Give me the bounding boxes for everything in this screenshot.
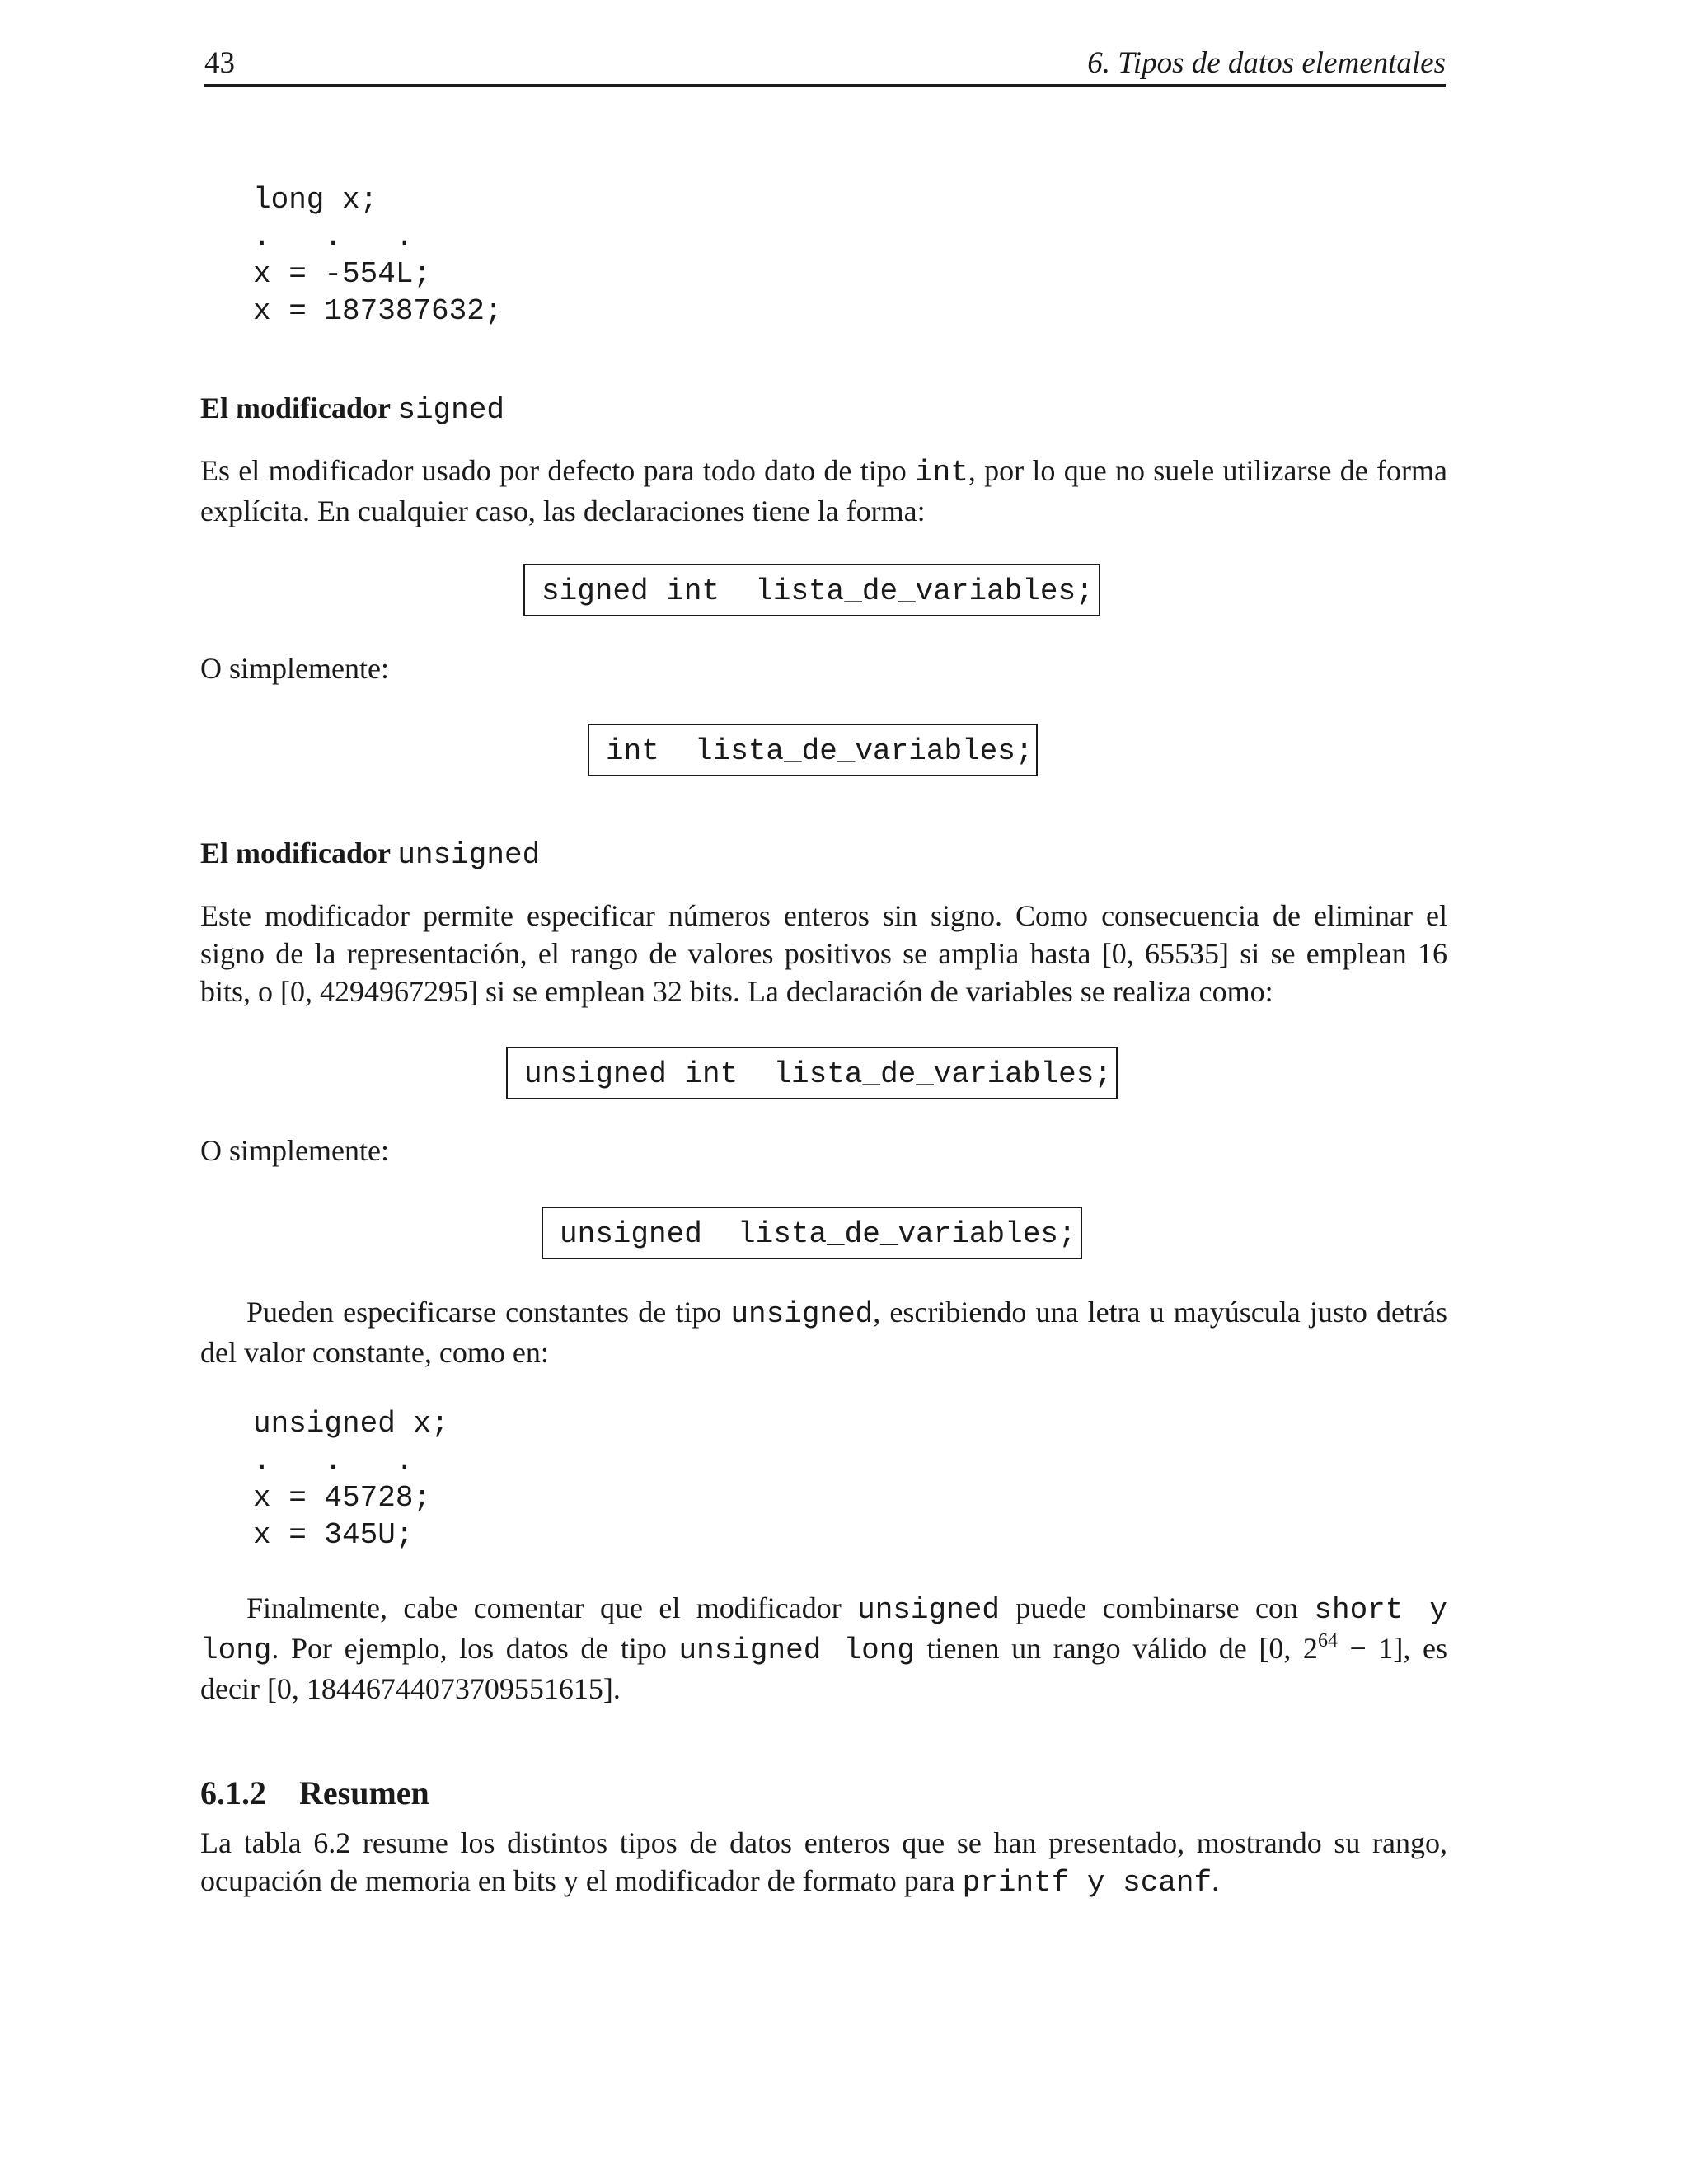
code-block-long [253,181,502,330]
text-run: . Por ejemplo, los datos de tipo [271,1632,679,1665]
header-rule [204,84,1446,87]
or-simply-label: O simplemente: [200,652,389,685]
paragraph-line [200,1293,1447,1333]
subheading-text: El modificador [200,391,391,424]
section-title: Resumen [299,1774,429,1811]
inline-code: long [200,1633,272,1667]
subheading-unsigned [200,836,540,872]
code-line: . . . [253,220,414,254]
paragraph-line: bits, o [0, 4294967295] si se emplean 32 bits. La declaración de variables se realiza como: [200,975,1273,1008]
paragraph-line [200,452,1447,492]
code-line: unsigned x; [253,1407,449,1441]
subheading-text: El modificador [200,837,391,869]
int-declaration-box: int lista_de_variables; [588,724,1038,776]
inline-code: unsigned long [678,1633,915,1667]
text-run: tienen un rango válido de [0, 2 [914,1632,1318,1665]
inline-code: int [915,456,968,490]
code-line: x = -554L; [253,257,432,291]
superscript: 64 [1317,1630,1338,1652]
paragraph-line [200,1629,1447,1670]
subheading-signed [200,391,504,427]
text-run: , escribiendo una letra u mayúscula justo detrás [873,1296,1447,1329]
text-run: Finalmente, cabe comentar que el modificador [246,1591,858,1624]
section-number: 6.1.2 [200,1774,266,1811]
chapter-title: 6. Tipos de datos elementales [1087,46,1446,80]
final-paragraph [200,1589,1447,1708]
paragraph-line: signo de la representación, el rango de valores positivos se amplia hasta [0, 65535] si se emplean 16 [200,937,1447,970]
paragraph-line [200,1862,1447,1902]
paragraph-line: del valor constante, como en: [200,1336,549,1369]
summary-paragraph [200,1824,1447,1902]
subheading-keyword: signed [397,393,504,427]
paragraph-line: decir [0, 18446744073709551615]. [200,1672,621,1705]
code-line: long x; [253,183,378,217]
code-block-unsigned [253,1405,449,1554]
paragraph-line [200,1589,1447,1629]
text-run: . [1212,1864,1220,1897]
code-line: . . . [253,1444,414,1478]
unsigned-paragraph [200,897,1447,1010]
text-run: , por lo que no suele utilizarse de forma [968,454,1447,487]
unsigned-declaration-box: unsigned lista_de_variables; [542,1207,1082,1259]
section-heading [200,1774,429,1812]
paragraph-line: La tabla 6.2 resume los distintos tipos de datos enteros que se han presentado, mostrando su rango, [200,1826,1447,1859]
inline-code: unsigned [730,1297,874,1331]
text-run: − 1], es [1337,1632,1447,1665]
paragraph-line: explícita. En cualquier caso, las declaraciones tiene la forma: [200,494,926,527]
page-number: 43 [204,46,235,80]
unsigned-int-declaration-box: unsigned int lista_de_variables; [506,1047,1118,1099]
inline-code: short y [1314,1593,1447,1627]
signed-declaration-box: signed int lista_de_variables; [523,564,1100,616]
code-line: x = 345U; [253,1518,414,1552]
subheading-keyword: unsigned [397,838,541,872]
code-line: x = 187387632; [253,294,503,328]
constants-paragraph [200,1293,1447,1371]
inline-code: printf y scanf [962,1866,1212,1900]
inline-code: unsigned [857,1593,1000,1627]
or-simply-label: O simplemente: [200,1134,389,1167]
text-run: ocupación de memoria en bits y el modificador de formato para [200,1864,963,1897]
paragraph-line: Este modificador permite especificar números enteros sin signo. Como consecuencia de eliminar el [200,899,1447,932]
text-run: Es el modificador usado por defecto para todo dato de tipo [200,454,915,487]
signed-paragraph [200,452,1447,530]
text-run: puede combinarse con [999,1591,1315,1624]
text-run: Pueden especificarse constantes de tipo [246,1296,731,1329]
code-line: x = 45728; [253,1481,432,1515]
